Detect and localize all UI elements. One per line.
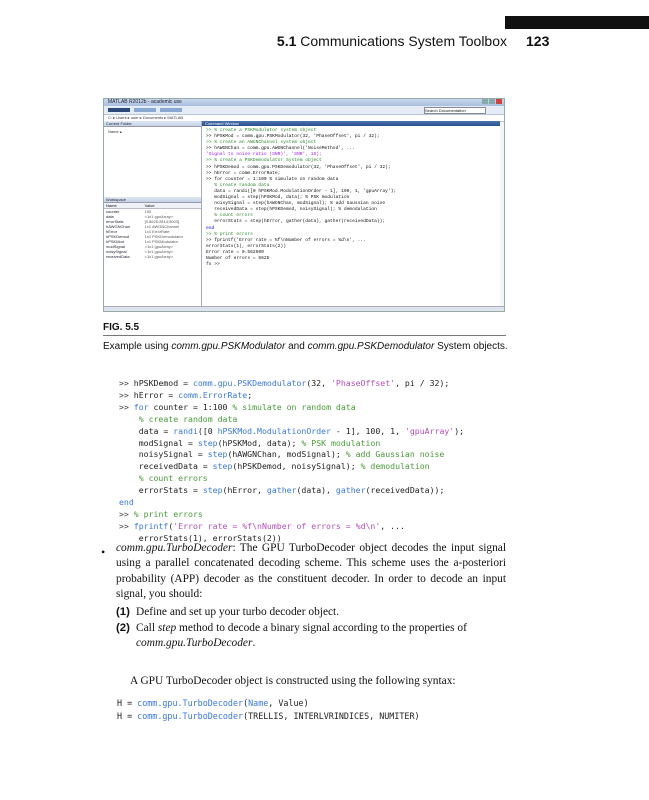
caption-object-2: comm.gpu.PSKDemodulator bbox=[307, 341, 435, 352]
code-keyword: for bbox=[133, 401, 149, 412]
code-token: counter = 1:100 bbox=[148, 401, 233, 412]
ws-var-value: 1x1 AWGNChannel bbox=[144, 224, 180, 229]
ws-var-name: modSignal bbox=[106, 244, 125, 249]
code-line bbox=[119, 414, 464, 426]
cmd-line: >> hPSKMod = comm.gpu.PSKModulator(32, 'PhaseOffset', pi / 32); bbox=[206, 134, 380, 140]
caption-text: Example using bbox=[103, 341, 172, 352]
toolstrip-tab-home bbox=[108, 108, 130, 112]
ws-var-name: data bbox=[106, 214, 114, 219]
status-bar bbox=[104, 306, 504, 311]
ws-var-value: 1x1 PSKModulator bbox=[144, 239, 178, 244]
code-line bbox=[119, 426, 464, 438]
code-function: comm.gpu.TurboDecoder bbox=[137, 698, 244, 708]
code-token: comm.gpu.PSKDemodulator bbox=[192, 378, 307, 388]
step-text: Define and set up your turbo decoder object. bbox=[136, 606, 340, 618]
maximize-icon bbox=[489, 99, 495, 104]
figure-rule bbox=[103, 335, 506, 336]
code-token: H = bbox=[117, 698, 138, 708]
section-heading bbox=[277, 33, 507, 49]
code-token: ; bbox=[247, 389, 253, 400]
code-function: comm.gpu.TurboDecoder bbox=[137, 711, 244, 721]
code-line bbox=[117, 697, 420, 710]
code-comment: % count errors bbox=[138, 473, 208, 484]
cmd-line: 'Signal to noise ratio (SNR)', 'SNR', 15); bbox=[206, 152, 322, 158]
section-number: 5.1 bbox=[276, 33, 297, 49]
code-token: (hPSKMod, data); bbox=[217, 437, 302, 448]
code-token: errorStats(1), errorStats(2)) bbox=[138, 532, 282, 543]
step-method: step bbox=[157, 622, 177, 634]
ws-var-name: hPSKDemod bbox=[106, 234, 130, 239]
cmd-line: Number of errors = 5625 bbox=[206, 255, 270, 261]
close-icon bbox=[496, 99, 502, 104]
step-object: comm.gpu.TurboDecoder bbox=[136, 637, 253, 650]
cmd-line: % create random data bbox=[206, 182, 270, 188]
ws-var-name: errorStats bbox=[106, 219, 124, 224]
code-token: data = bbox=[138, 425, 174, 436]
header-bar bbox=[505, 16, 649, 29]
code-token: ); bbox=[454, 425, 465, 436]
code-line bbox=[119, 438, 464, 450]
cmd-line: >> % create a PSKModulator system object bbox=[206, 128, 317, 133]
code-string: 'PhaseOffset' bbox=[330, 378, 396, 388]
cmd-line: % count errors bbox=[206, 213, 253, 219]
cmd-line: >> % create an AWGNChannel system object bbox=[206, 140, 317, 146]
code-comment: % simulate on random data bbox=[232, 401, 356, 412]
syntax-listing bbox=[117, 697, 420, 723]
code-token: hError = bbox=[133, 389, 179, 400]
code-function: gather bbox=[335, 485, 366, 496]
cmd-line: errorStats(1), errorStats(2)) bbox=[206, 243, 286, 249]
code-function: step bbox=[202, 485, 223, 496]
cmd-line: >> for counter = 1:100 % simulate on random data bbox=[206, 176, 339, 182]
code-token: comm.ErrorRate bbox=[178, 389, 248, 400]
prompt: >> bbox=[119, 508, 134, 519]
code-line bbox=[119, 378, 464, 390]
cmd-line: Error rate = 0.562500 bbox=[206, 249, 264, 255]
code-comment: % PSK modulation bbox=[301, 437, 381, 448]
minimize-icon bbox=[482, 99, 488, 104]
caption-text: System objects. bbox=[434, 341, 508, 352]
code-token: , pi / 32); bbox=[395, 378, 450, 388]
table-row bbox=[104, 254, 201, 259]
ws-var-name: counter bbox=[106, 209, 120, 214]
step-text bbox=[136, 621, 506, 652]
command-window-title: Command Window bbox=[202, 121, 500, 126]
current-folder-title: Current Folder bbox=[104, 121, 201, 127]
cmd-line: modSignal = step(hPSKMod, data); % PSK modulation bbox=[206, 195, 350, 201]
cmd-line: >> % create a PSKDemodulator System object bbox=[206, 158, 322, 164]
ws-header-name: Name bbox=[104, 203, 143, 209]
code-comment: % print errors bbox=[133, 508, 203, 519]
bullet-term: comm.gpu.TurboDecoder bbox=[116, 542, 233, 554]
code-token: (hAWGNChan, modSignal); bbox=[227, 449, 346, 460]
command-window bbox=[202, 121, 500, 307]
code-token: receivedData = bbox=[138, 461, 213, 472]
code-token: (hPSKDemod, noisySignal); bbox=[232, 461, 361, 472]
code-function: gather bbox=[266, 485, 297, 496]
ws-var-name: hPSKMod bbox=[106, 239, 125, 244]
code-line bbox=[119, 461, 464, 473]
bullet-paragraph bbox=[116, 541, 506, 603]
code-comment: % add Gaussian noise bbox=[345, 449, 445, 460]
code-line bbox=[119, 390, 464, 402]
code-function: fprintf bbox=[133, 520, 169, 531]
code-token: noisySignal = bbox=[138, 449, 208, 460]
cmd-prompt: fx >> bbox=[206, 262, 220, 268]
figure-label: FIG. 5.5 bbox=[103, 322, 140, 333]
code-listing bbox=[119, 378, 464, 545]
cmd-line: >> hAWGNChan = comm.gpu.AWGNChannel('NoiseMethod', ... bbox=[206, 146, 355, 152]
search-documentation: Search Documentation bbox=[424, 107, 486, 114]
ws-var-value: <1x1 gpuArray> bbox=[144, 254, 174, 259]
code-token: modSignal = bbox=[138, 437, 198, 448]
prompt: >> bbox=[119, 401, 134, 412]
code-token: (data), bbox=[296, 485, 336, 496]
code-line bbox=[119, 473, 464, 485]
code-token: hPSKDemod = bbox=[133, 378, 193, 388]
caption-object-1: comm.gpu.PSKModulator bbox=[171, 341, 286, 352]
code-line bbox=[119, 521, 464, 533]
ws-var-value: [0.5625;2814;5003] bbox=[144, 219, 180, 224]
syntax-intro: A GPU TurboDecoder object is constructed using the following syntax: bbox=[130, 675, 456, 687]
cmd-line: errorStats = step(hError, gather(data), gather(receivedData)); bbox=[206, 219, 386, 225]
folder-tree bbox=[104, 127, 201, 197]
code-string: 'gpuArray' bbox=[404, 425, 455, 436]
left-panels bbox=[104, 121, 202, 307]
code-line bbox=[117, 710, 420, 723]
code-function: step bbox=[207, 449, 228, 460]
step-text-part: method to decode a binary signal according to the properties of bbox=[176, 622, 467, 634]
code-token: (TRELLIS, INTERLVRINDICES, NUMITER) bbox=[243, 711, 420, 721]
code-function: step bbox=[197, 437, 218, 448]
code-comment: % create random data bbox=[138, 413, 238, 424]
ws-var-value: <1x1 gpuArray> bbox=[144, 214, 174, 219]
ws-var-name: noisySignal bbox=[106, 249, 127, 254]
bullet-icon: • bbox=[101, 545, 106, 559]
code-string: 'Error rate = %f\nNumber of errors = %d\n' bbox=[173, 520, 381, 531]
step-text-part: Call bbox=[136, 622, 158, 634]
code-token: (receivedData)); bbox=[365, 485, 445, 496]
code-token: ( bbox=[243, 698, 249, 708]
prompt: >> bbox=[119, 389, 134, 400]
cmd-line: receivedData = step(hPSKDemod, noisySignal); % demodulation bbox=[206, 207, 377, 213]
cmd-line: >> fprintf('Error rate = %f\nNumber of errors = %d\n', ... bbox=[206, 237, 366, 243]
ws-var-name: hAWGNChan bbox=[106, 224, 131, 229]
page-number: 123 bbox=[526, 33, 550, 49]
code-line bbox=[119, 449, 464, 461]
code-token: hPSKMod.ModulationOrder bbox=[217, 425, 331, 436]
matlab-screenshot bbox=[103, 98, 505, 312]
workspace-title: Workspace bbox=[104, 197, 201, 203]
window-title: MATLAB R2012b - academic use bbox=[104, 99, 504, 106]
prompt: >> bbox=[119, 378, 134, 388]
code-comment: % demodulation bbox=[360, 461, 430, 472]
ws-var-value: <1x1 gpuArray> bbox=[144, 244, 174, 249]
code-token: H = bbox=[117, 711, 138, 721]
prompt: >> bbox=[119, 520, 134, 531]
code-token: ( bbox=[168, 520, 174, 531]
cmd-line: noisySignal = step(hAWGNChan, modSignal); % add Gaussian noise bbox=[206, 201, 386, 207]
code-keyword: end bbox=[119, 497, 134, 508]
current-folder-path: C: ▸ Users ▸ user ▸ Documents ▸ MATLAB bbox=[104, 115, 504, 122]
code-function: step bbox=[212, 461, 233, 472]
step-number: (1) bbox=[116, 606, 130, 618]
code-token: ([0 bbox=[197, 425, 218, 436]
code-line bbox=[119, 402, 464, 414]
cmd-line: >> hPSKDemod = comm.gpu.PSKDemodulator(32, 'PhaseOffset', pi / 32); bbox=[206, 164, 391, 170]
ws-var-name: hError bbox=[106, 229, 118, 234]
code-token: - 1], 100, 1, bbox=[330, 425, 405, 436]
ws-header-value: Value bbox=[143, 203, 201, 209]
window-buttons bbox=[482, 99, 502, 104]
ws-var-name: receivedData bbox=[106, 254, 130, 259]
toolstrip-tab-plots bbox=[134, 108, 156, 112]
ws-var-value: <1x1 gpuArray> bbox=[144, 249, 174, 254]
ws-var-value: 1x1 ErrorRate bbox=[144, 229, 170, 234]
cmd-line: >> hError = comm.ErrorRate; bbox=[206, 170, 281, 176]
tree-item: Name ▴ bbox=[108, 129, 122, 134]
code-line bbox=[119, 485, 464, 497]
cmd-line: >> % print errors bbox=[206, 231, 253, 237]
toolstrip-tab-apps bbox=[160, 108, 182, 112]
code-token: , ... bbox=[380, 520, 405, 531]
ws-var-value: 100 bbox=[144, 209, 152, 214]
code-token: errorStats = bbox=[138, 485, 203, 496]
step-text-part: . bbox=[252, 637, 256, 650]
code-line bbox=[119, 497, 464, 509]
running-header bbox=[0, 32, 649, 52]
command-output bbox=[202, 126, 500, 270]
cmd-line: data = randi([0 hPSKMod.ModulationOrder - 1], 100, 1, 'gpuArray'); bbox=[206, 188, 397, 194]
step-number: (2) bbox=[116, 622, 130, 634]
code-token: (32, bbox=[306, 378, 331, 388]
cmd-line: end bbox=[206, 225, 215, 231]
code-line bbox=[119, 509, 464, 521]
code-function: randi bbox=[173, 425, 198, 436]
figure-caption bbox=[103, 341, 508, 352]
section-title: Communications System Toolbox bbox=[300, 33, 507, 49]
workspace-table bbox=[104, 203, 201, 259]
ws-var-value: 1x1 PSKDemodulator bbox=[144, 234, 184, 239]
code-token: (hError, bbox=[222, 485, 267, 496]
code-token: Name bbox=[248, 698, 269, 708]
bullet-text: : The GPU TurboDecoder object decodes the input signal using a parallel concatenated decoding scheme. This scheme uses the a-posteriori probability (APP) decoder as the constituent decoder. In order to decode an input signal, you should: bbox=[116, 542, 506, 601]
caption-text: and bbox=[285, 341, 308, 352]
code-token: , Value) bbox=[268, 698, 309, 708]
